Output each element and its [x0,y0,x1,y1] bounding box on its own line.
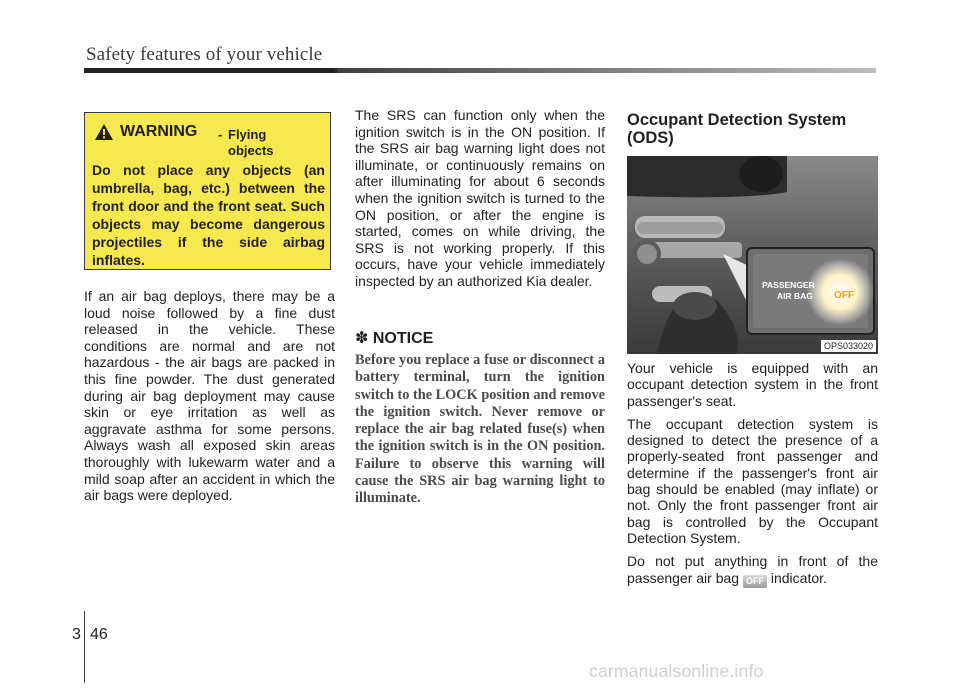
warning-triangle-icon [94,123,114,141]
ods-para-3 [627,553,878,587]
srs-function-paragraph: The SRS can function only when the ignition switch is in the ON position. If the SRS air bag warning light does not illuminate, or continuously remains on after illuminating for about 6 seconds when the ignition switch is turned to the ON position, or after the engine is started, comes on while driving, the SRS is not working properly. If this occurs, have your vehicle immediately inspected by an authorized Kia dealer. [355,107,605,289]
warning-body: Do not place any objects (an umbrella, bag, etc.) between the front door and the front seat. Such objects may become dangerous projectiles if the side airbag inflates. [92,162,325,268]
photo-label-line2: AIR BAG [777,291,813,301]
ods-para-3-before: Do not put anything in front of the passenger air bag [627,553,878,586]
ods-indicator-photo [627,156,878,354]
photo-code: OPS033020 [821,340,876,352]
ods-para-1: Your vehicle is equipped with an occupant detection system in the front passenger's seat. [627,360,878,409]
watermark: carmanualsonline.info [589,661,764,681]
ods-para-2: The occupant detection system is designed to detect the presence of a properly-seated front passenger and determine if the passenger's front air bag should be enabled (may inflate) or not. Only the front passenger front air bag is controlled by the Occupant Detection System. [627,415,878,546]
page-number: 46 [90,626,108,643]
dashboard-illustration [627,156,878,354]
notice-title: ✽ NOTICE [355,330,434,347]
photo-label-line1: PASSENGER [762,280,815,290]
chapter-number: 3 [72,626,81,643]
footer-divider [84,611,85,683]
warning-subtitle [218,127,298,159]
notice-body: Before you replace a fuse or disconnect a battery terminal, turn the ignition switch to the LOCK position and remove the ignition switch. Never remove or replace the air bag related fuse(s) when the ignition switch is in the ON position. Failure to observe this warning will cause the SRS air bag warning light to illuminate. [355,352,605,507]
off-indicator-icon: OFF [743,575,767,588]
ods-description [627,360,878,595]
header-rule [84,68,876,73]
photo-off-indicator: OFF [834,290,854,301]
ods-para-3-after: indicator. [770,569,827,586]
warning-dash: - [218,127,223,142]
warning-box [84,112,331,270]
warning-subtitle-text: Flying objects [228,127,274,158]
section-title: Occupant Detection System (ODS) [627,111,847,147]
page-header-title: Safety features of your vehicle [86,44,323,65]
warning-label: WARNING [120,123,198,140]
airbag-dust-paragraph: If an air bag deploys, there may be a loud noise followed by a fine dust released in the vehicle. These conditions are normal and are not hazardous - the air bags are packed in this fine powder. The dust generated during air bag deployment may cause skin or eye irritation as well as aggravate asthma for some persons. Always wash all exposed skin areas thoroughly with lukewarm water and a mild soap after an accident in which the air bags were deployed. [84,288,335,504]
